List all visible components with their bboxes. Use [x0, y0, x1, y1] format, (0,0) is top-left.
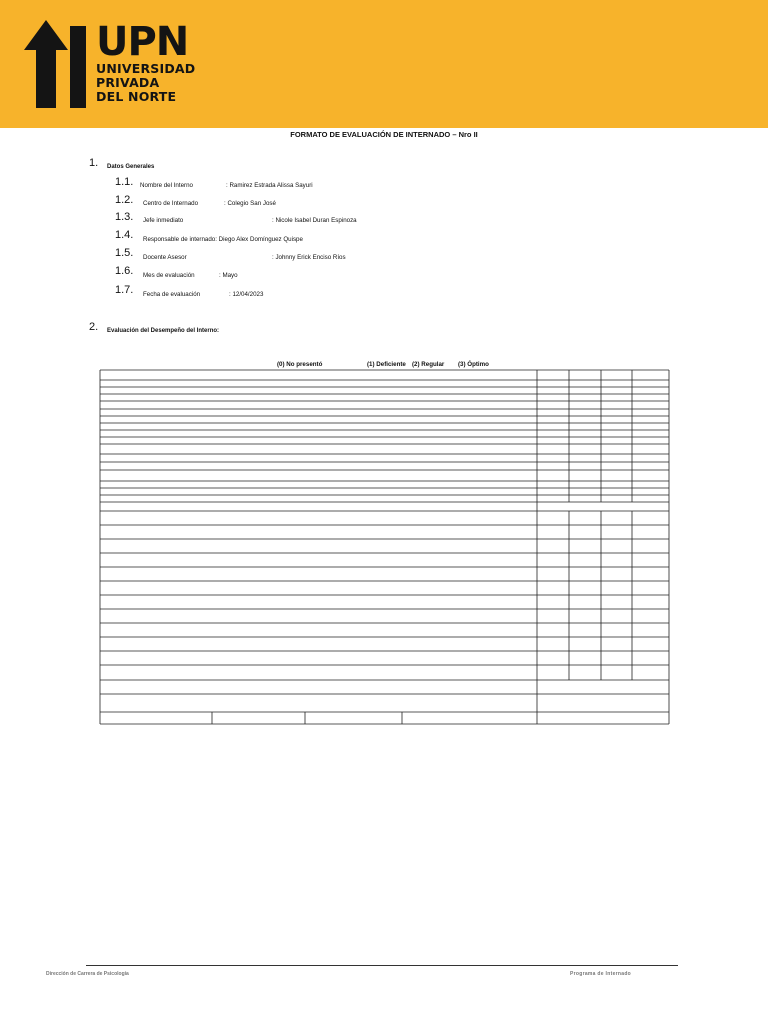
item-1-7-label: Fecha de evaluación: [143, 291, 201, 298]
legend-option-3: (3) Óptimo: [458, 361, 489, 368]
footer-divider: [86, 965, 678, 966]
footer-right-text: Programa de Internado: [570, 971, 632, 977]
item-1-3-number: 1.3.: [115, 211, 134, 223]
section-1-number: 1.: [89, 157, 99, 169]
item-1-6-value: : Mayo: [219, 272, 238, 279]
logo-acronym: UPN: [96, 19, 189, 65]
item-1-1-number: 1.1.: [115, 176, 134, 188]
logo-line-1: UNIVERSIDAD: [96, 61, 196, 76]
item-1-1-value: : Ramirez Estrada Alissa Sayuri: [226, 182, 313, 189]
document-title: FORMATO DE EVALUACIÓN DE INTERNADO – Nro II: [290, 130, 478, 139]
item-1-3-label: Jefe inmediato: [143, 217, 184, 224]
footer-left-text: Dirección de Carrera de Psicología: [46, 971, 129, 977]
legend-option-1: (1) Deficiente: [367, 361, 406, 368]
logo-line-2: PRIVADA: [96, 75, 160, 90]
legend-option-2: (2) Regular: [412, 361, 445, 368]
item-1-5-number: 1.5.: [115, 247, 134, 259]
item-1-1-label: Nombre del Interno: [140, 182, 193, 189]
section-2-number: 2.: [89, 321, 99, 333]
item-1-6-label: Mes de evaluación: [143, 272, 195, 279]
item-1-5-label: Docente Asesor: [143, 254, 187, 261]
item-1-6-number: 1.6.: [115, 265, 134, 277]
item-1-2-value: : Colegio San José: [224, 200, 276, 207]
item-1-4-number: 1.4.: [115, 229, 134, 241]
section-1-label: Datos Generales: [107, 164, 155, 170]
item-1-7-value: : 12/04/2023: [229, 291, 264, 298]
item-1-3-value: : Nicole Isabel Duran Espinoza: [272, 217, 357, 224]
item-1-7-number: 1.7.: [115, 284, 134, 296]
section-2-label: Evaluación del Desempeño del Interno:: [107, 328, 220, 334]
item-1-4-label: Responsable de internado: Diego Alex Domínguez Quispe: [143, 236, 303, 243]
item-1-2-number: 1.2.: [115, 194, 134, 206]
item-1-5-value: : Johnny Erick Enciso Ríos: [272, 254, 346, 261]
legend-option-0: (0) No presentó: [277, 361, 323, 368]
item-1-2-label: Centro de Internado: [143, 200, 199, 207]
logo-line-3: DEL NORTE: [96, 89, 177, 104]
